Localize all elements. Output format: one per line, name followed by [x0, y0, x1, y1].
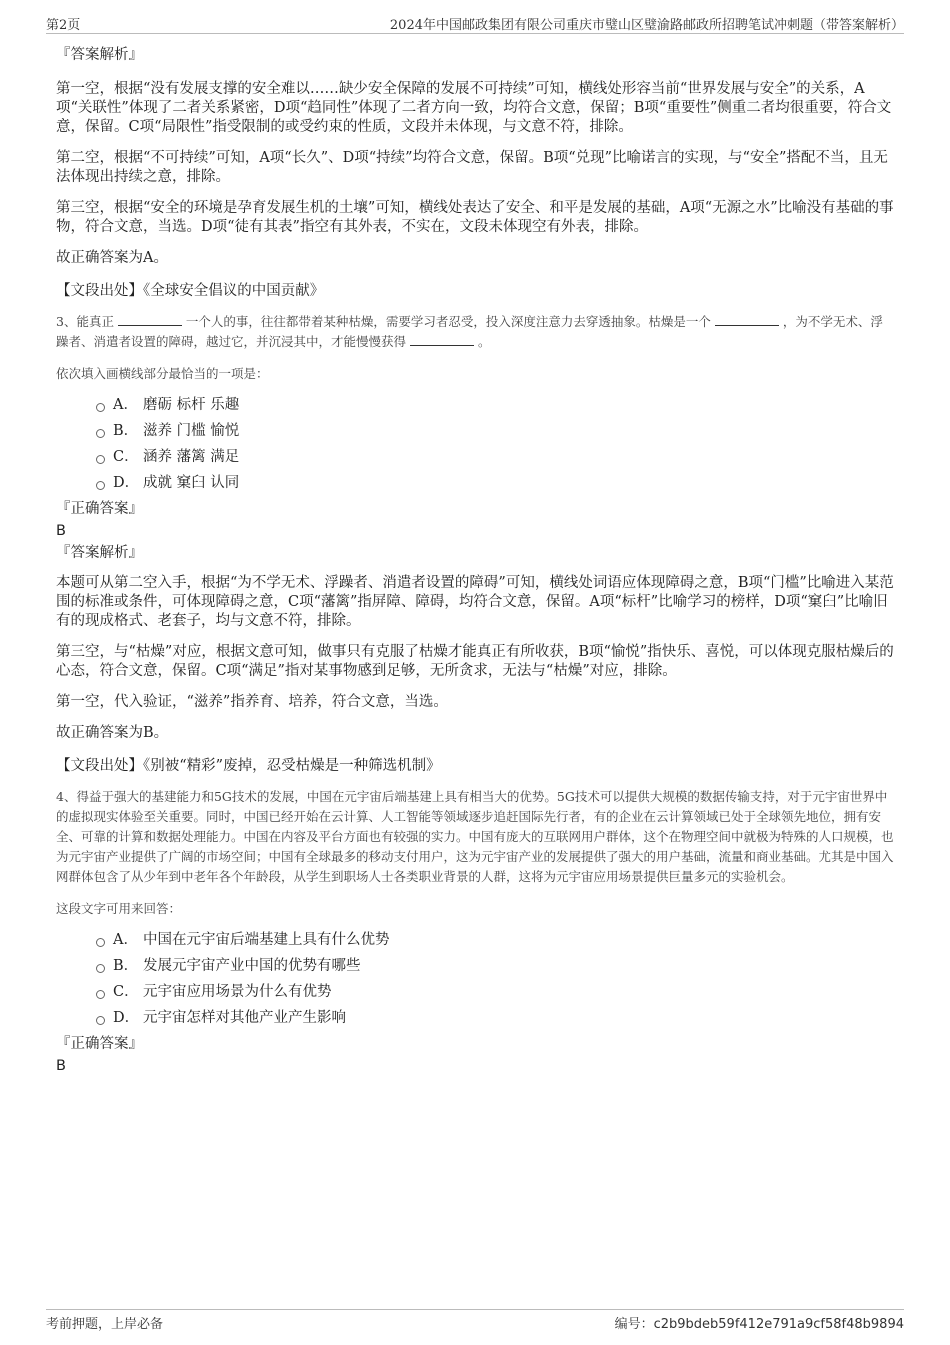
page-content: [56, 44, 894, 1077]
analysis-conclusion: 故正确答案为B。: [56, 725, 169, 741]
fill-blank-2: [715, 313, 779, 326]
radio-icon[interactable]: [96, 455, 105, 464]
question-3-options: [96, 392, 894, 496]
correct-answer: B: [56, 1058, 66, 1074]
analysis-paragraph: 第一空，根据“没有发展支撑的安全难以……缺少安全保障的发展不可持续”可知，横线处形容当前“世界发展与安全”的关系，A项“关联性”体现了二者关系紧密，D项“趋同性”体现了二者方向一致，均符合文意，保留；B项“重要性”侧重二者均很重要，符合文意，保留。C项“局限性”指受限制的或受约束的性质，文段并未体现，与文意不符，排除。: [56, 81, 892, 135]
page-header: [46, 14, 904, 32]
fill-blank-3: [410, 333, 474, 346]
radio-icon[interactable]: [96, 938, 105, 947]
correct-answer-tag: 『正确答案』: [56, 501, 143, 517]
correct-answer: B: [56, 523, 66, 539]
option-b[interactable]: B． 发展元宇宙产业中国的优势有哪些: [96, 953, 894, 979]
question-3-stem: 3、能真正 一个人的事，往往都带着某种枯燥，需要学习者忍受，投入深度注意力去穿透抽象。枯燥是一个 ，为不学无术、浮躁者、消遣者设置的障碍，越过它，并沉浸其中，才能慢慢获得 。: [56, 314, 883, 349]
footer-divider: [46, 1309, 904, 1310]
radio-icon[interactable]: [96, 403, 105, 412]
option-a[interactable]: A． 中国在元宇宙后端基建上具有什么优势: [96, 927, 894, 953]
question-4-stem: 4、得益于强大的基建能力和5G技术的发展，中国在元宇宙后端基建上具有相当大的优势。5G技术可以提供大规模的数据传输支持，对于元宇宙世界中的虚拟现实体验至关重要。同时，中国已经开始在云计算、人工智能等领域逐步追赶国际先行者，有的企业在云计算领域已处于全球领先地位，拥有安全、可靠的计算和数据处理能力。中国在内容及平台方面也有较强的实力。中国有庞大的互联网用户群体，这个在物理空间中就极为特殊的人口规模，也为元宇宙产业提供了广阔的市场空间；中国有全球最多的移动支付用户，这为元宇宙产业的发展提供了强大的用户基础，流量和商业基础。尤其是中国入网群体包含了从少年到中老年各个年龄段，从学生到职场人士各类职业背景的人群，这将为元宇宙应用场景提供巨量多元的实验机会。: [56, 789, 894, 884]
radio-icon[interactable]: [96, 429, 105, 438]
page-number: 第2页: [46, 18, 81, 33]
analysis-paragraph: 第二空，根据“不可持续”可知，A项“长久”、D项“持续”均符合文意，保留。B项“兑现”比喻诺言的实现，与“安全”搭配不当，且无法体现出持续之意，排除。: [56, 150, 888, 185]
analysis-paragraph: 第一空，代入验证，“滋养”指养育、培养，符合文意，当选。: [56, 694, 448, 710]
radio-icon[interactable]: [96, 1016, 105, 1025]
analysis-tag: 『答案解析』: [56, 47, 143, 63]
option-c[interactable]: C． 涵养 藩篱 满足: [96, 444, 894, 470]
radio-icon[interactable]: [96, 990, 105, 999]
footer-slogan: 考前押题，上岸必备: [46, 1317, 164, 1332]
question-4-options: [96, 927, 894, 1031]
analysis-tag: 『答案解析』: [56, 545, 143, 561]
source-citation: 【文段出处】《别被“精彩”废掉，忍受枯燥是一种筛选机制》: [56, 758, 441, 774]
page-footer: [46, 1313, 904, 1331]
option-d[interactable]: D． 元宇宙怎样对其他产业产生影响: [96, 1005, 894, 1031]
option-c[interactable]: C． 元宇宙应用场景为什么有优势: [96, 979, 894, 1005]
document-code: 编号：c2b9bdeb59f412e791a9cf58f48b9894: [614, 1317, 904, 1332]
option-a[interactable]: A． 磨砺 标杆 乐趣: [96, 392, 894, 418]
correct-answer-tag: 『正确答案』: [56, 1036, 143, 1052]
header-divider: [46, 33, 904, 34]
option-b[interactable]: B． 滋养 门槛 愉悦: [96, 418, 894, 444]
analysis-conclusion: 故正确答案为A。: [56, 250, 168, 266]
question-3-prompt: 依次填入画横线部分最恰当的一项是：: [56, 366, 269, 381]
document-title: 2024年中国邮政集团有限公司重庆市璧山区璧渝路邮政所招聘笔试冲刺题（带答案解析）: [389, 18, 904, 33]
question-4-prompt: 这段文字可用来回答：: [56, 901, 182, 916]
analysis-paragraph: 本题可从第二空入手，根据“为不学无术、浮躁者、消遣者设置的障碍”可知，横线处词语应体现障碍之意，B项“门槛”比喻进入某范围的标准或条件，可体现障碍之意，C项“藩篱”指屏障、障碍，均符合文意，保留。A项“标杆”比喻学习的榜样，D项“窠臼”比喻旧有的现成格式、老套子，均与文意不符，排除。: [56, 575, 894, 629]
radio-icon[interactable]: [96, 964, 105, 973]
fill-blank-1: [118, 313, 182, 326]
analysis-paragraph: 第三空，根据“安全的环境是孕育发展生机的土壤”可知，横线处表达了安全、和平是发展的基础，A项“无源之水”比喻没有基础的事物，符合文意，当选。D项“徒有其表”指空有其外表，不实在，文段未体现空有外表，排除。: [56, 200, 894, 235]
option-d[interactable]: D． 成就 窠臼 认同: [96, 470, 894, 496]
radio-icon[interactable]: [96, 481, 105, 490]
analysis-paragraph: 第三空，与“枯燥”对应，根据文意可知，做事只有克服了枯燥才能真正有所收获，B项“愉悦”指快乐、喜悦，可以体现克服枯燥后的心态，符合文意，保留。C项“满足”指对某事物感到足够，无所贪求，无法与“枯燥”对应，排除。: [56, 644, 894, 679]
source-citation: 【文段出处】《全球安全倡议的中国贡献》: [56, 283, 325, 299]
